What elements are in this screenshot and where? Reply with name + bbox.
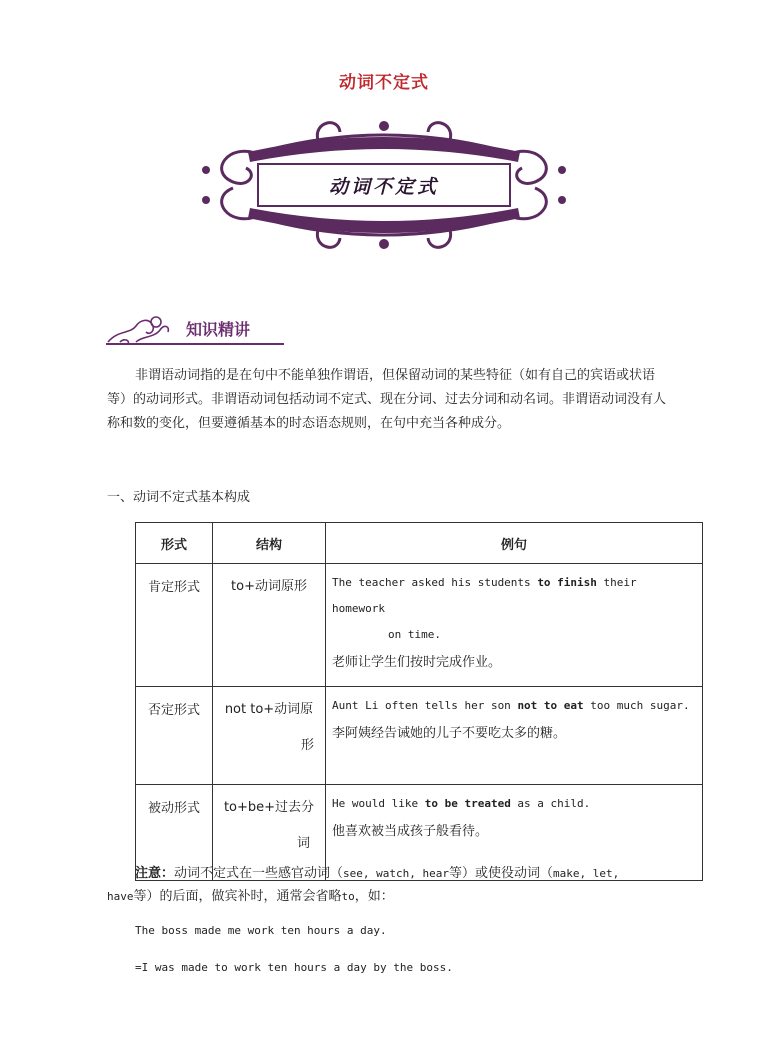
heading-basic-structure: 一、动词不定式基本构成 (107, 490, 251, 505)
cell-structure (213, 564, 326, 687)
example-zh: 他喜欢被当成孩子般看待。 (332, 824, 489, 839)
note-to: to (341, 890, 355, 903)
example-en (332, 693, 696, 719)
header-form: 形式 (136, 523, 213, 564)
structure-line-1: to+be+过去分 (223, 800, 315, 815)
example-sentence-1: The boss made me work ten hours a day. (135, 924, 387, 937)
example-zh: 老师让学生们按时完成作业。 (332, 655, 502, 670)
note-paragraph (107, 862, 667, 908)
structure-line-2: 词 (296, 836, 310, 851)
note-text-b: 等）或使役动词（ (449, 866, 554, 881)
example-en-bold: not to eat (517, 699, 584, 712)
example-en-post: as a child. (510, 797, 591, 810)
floral-flourish-icon (106, 312, 176, 346)
section-label: 知识精讲 (186, 320, 251, 339)
cell-structure (213, 687, 326, 785)
structure-line-1: not to+动词原 (224, 702, 314, 717)
example-en-post: too much sugar. (583, 699, 690, 712)
example-zh: 李阿姨经告诫她的儿子不要吃太多的糖。 (332, 726, 567, 741)
table-row (136, 564, 703, 687)
note-label: 注意： (135, 866, 175, 881)
example-en-pre: The teacher asked his students (332, 576, 538, 589)
structure-line-2: 形 (300, 738, 314, 753)
example-en-bold: to be treated (424, 797, 511, 810)
example-en-cont: on time. (388, 628, 441, 641)
note-verbs-a: see, watch, hear (343, 867, 449, 880)
table-row (136, 687, 703, 785)
cell-form: 肯定形式 (136, 564, 213, 687)
note-verbs-c: have (107, 890, 134, 903)
note-text-c: 等）的后面，做宾补时，通常会省略 (133, 889, 342, 904)
example-en (332, 570, 696, 622)
banner-title: 动词不定式 (328, 176, 439, 198)
cell-form: 被动形式 (136, 785, 213, 881)
cell-example (326, 564, 703, 687)
example-en-pre: He would like (332, 797, 425, 810)
header-structure: 结构 (213, 523, 326, 564)
cell-example (326, 687, 703, 785)
section-header (106, 312, 284, 346)
note-verbs-b: make, let, (553, 867, 620, 880)
cell-form: 否定形式 (136, 687, 213, 785)
example-en-pre: Aunt Li often tells her son (332, 699, 518, 712)
section-underline (106, 343, 284, 345)
infinitive-table (135, 522, 703, 881)
document-title: 动词不定式 (339, 73, 429, 93)
header-example: 例句 (326, 523, 703, 564)
example-sentence-2: =I was made to work ten hours a day by the boss. (135, 961, 453, 974)
structure-line-1: to+动词原形 (231, 579, 307, 594)
note-text-a: 动词不定式在一些感官动词（ (174, 866, 344, 881)
intro-paragraph: 非谓语动词指的是在句中不能单独作谓语，但保留动词的某些特征（如有自己的宾语或状语等）的动词形式。非谓语动词包括动词不定式、现在分词、过去分词和动名词。非谓语动词没有人称和数的变化，但要遵循基本的时态语态规则，在句中充当各种成分。 (107, 368, 667, 431)
example-en-post: their homework (332, 576, 637, 615)
note-text-d: ，如： (354, 889, 394, 904)
example-en-bold: to finish (537, 576, 597, 589)
example-en (332, 791, 696, 817)
table-header-row (136, 523, 703, 564)
